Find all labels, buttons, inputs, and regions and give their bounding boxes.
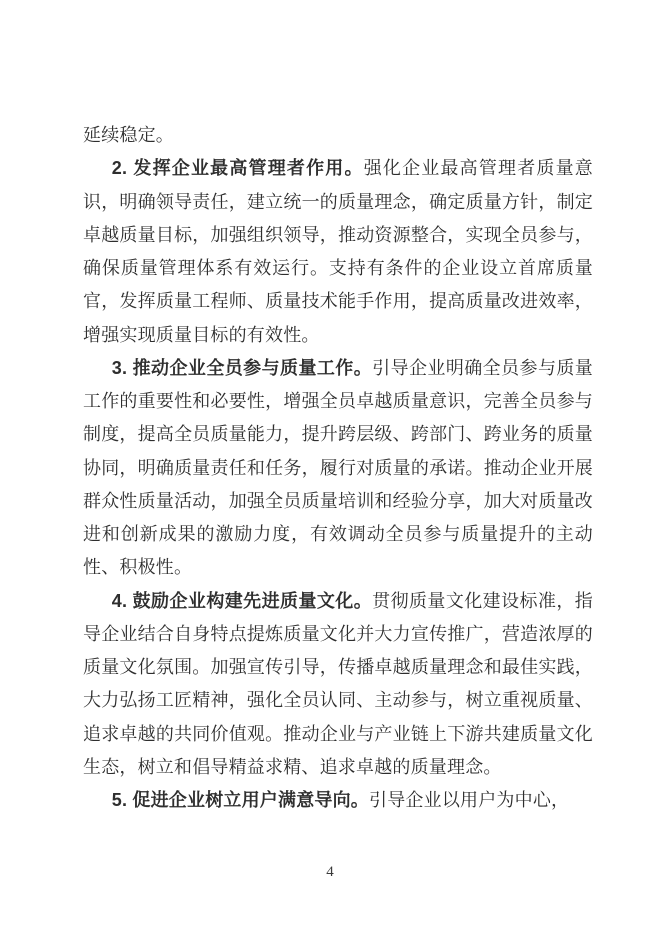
page-number: 4 (326, 864, 334, 880)
paragraph-body: 延续稳定。 (83, 125, 174, 145)
paragraph-lead: 5. 促进企业树立用户满意导向。 (111, 790, 370, 810)
paragraph-lead: 4. 鼓励企业构建先进质量文化。 (111, 590, 373, 611)
paragraph-5 (83, 784, 593, 817)
paragraph-lead: 3. 推动企业全员参与质量工作。 (111, 357, 373, 378)
paragraph-4 (83, 585, 593, 785)
text-block (83, 119, 593, 817)
paragraph-body: 贯彻质量文化建设标准，指导企业结合自身特点提炼质量文化并大力宣传推广，营造浓厚的质量文化氛围。加强宣传引导，传播卓越质量理念和最佳实践，大力弘扬工匠精神，强化全员认同、主动参与，树立重视质量、追求卓越的共同价值观。推动企业与产业链上下游共建质量文化生态，树立和倡导精益求精、追求卓越的质量理念。 (83, 590, 593, 777)
paragraph-body: 强化企业最高管理者质量意识，明确领导责任，建立统一的质量理念，确定质量方针，制定卓越质量目标，加强组织领导，推动资源整合，实现全员参与，确保质量管理体系有效运行。支持有条件的企业设立首席质量官，发挥质量工程师、质量技术能手作用，提高质量改进效率，增强实现质量目标的有效性。 (83, 158, 594, 345)
paragraph-lead: 2. 发挥企业最高管理者作用。 (111, 158, 364, 179)
paragraph-3 (83, 352, 593, 585)
paragraph-body: 引导企业以用户为中心， (369, 790, 570, 810)
paragraph-body: 引导企业明确全员参与质量工作的重要性和必要性，增强全员卓越质量意识，完善全员参与制度，提高全员质量能力，提升跨层级、跨部门、跨业务的质量协同，明确质量责任和任务，履行对质量的承诺。推动企业开展群众性质量活动，加强全员质量培训和经验分享，加大对质量改进和创新成果的激励力度，有效调动全员参与质量提升的主动性、积极性。 (83, 357, 593, 578)
paragraph-2 (83, 152, 593, 352)
paragraph-continuation (83, 119, 593, 152)
